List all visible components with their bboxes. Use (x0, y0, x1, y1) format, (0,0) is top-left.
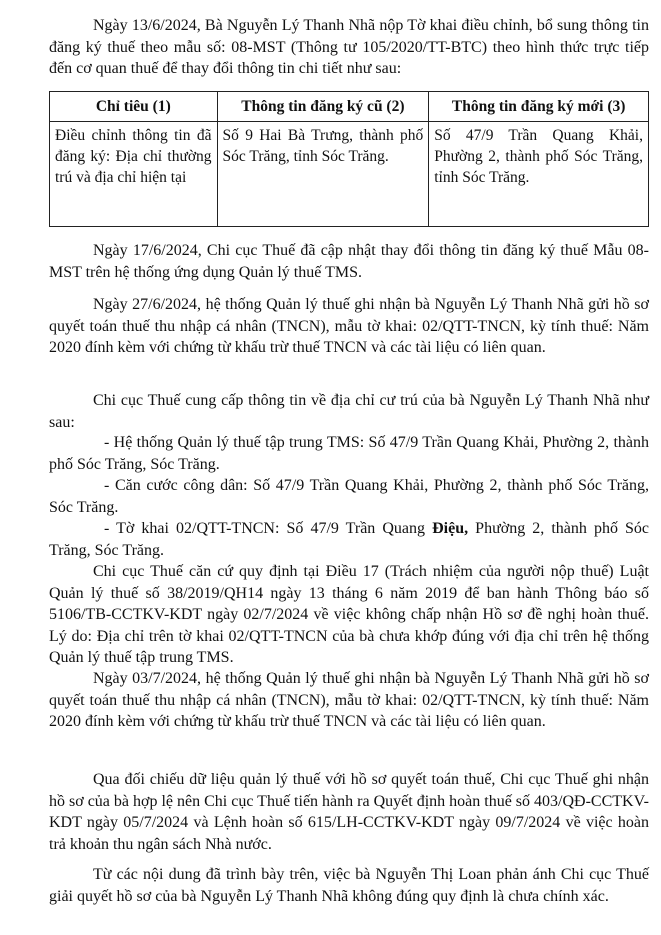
registration-change-table (49, 91, 649, 227)
bullet-declaration-text-pre: - Tờ khai 02/QTT-TNCN: Số 47/9 Trần Quang (104, 520, 433, 537)
header-old-info: Thông tin đăng ký cũ (2) (217, 92, 429, 122)
paragraph-intro: Ngày 13/6/2024, Bà Nguyễn Lý Thanh Nhã nộp Tờ khai điều chỉnh, bổ sung thông tin đăng ký thuế theo mẫu số: 08-MST (Thông tư 105/2020/TT-BTC) theo hình thức trực tiếp đến cơ quan thuế để thay đổi thông tin chi tiết như sau: (49, 17, 649, 77)
paragraph-conclusion: Từ các nội dung đã trình bày trên, việc bà Nguyễn Thị Loan phản ánh Chi cục Thuế giải quyết hồ sơ của bà Nguyễn Lý Thanh Nhã không đúng quy định là chưa chính xác. (49, 866, 649, 905)
paragraph-submission-1: Ngày 27/6/2024, hệ thống Quản lý thuế ghi nhận bà Nguyễn Lý Thanh Nhã gửi hồ sơ quyết toán thuế thu nhập cá nhân (TNCN), mẫu tờ khai: 02/QTT-TNCN, kỳ tính thuế: Năm 2020 đính kèm với chứng từ khấu trừ thuế TNCN và các tài liệu có liên quan. (49, 296, 649, 356)
paragraph-refund-decision: Qua đối chiếu dữ liệu quản lý thuế với hồ sơ quyết toán thuế, Chi cục Thuế ghi nhận hồ sơ của bà hợp lệ nên Chi cục Thuế tiến hành ra Quyết định hoàn thuế số 403/QĐ-CCTKV-KDT ngày 05/7/2024 và Lệnh hoàn số 615/LH-CCTKV-KDT ngày 09/7/2024 về việc hoàn trả khoản thu ngân sách Nhà nước. (49, 771, 649, 853)
header-new-info: Thông tin đăng ký mới (3) (429, 92, 649, 122)
table-row (50, 122, 649, 227)
bullet-declaration-address (49, 518, 649, 561)
paragraph-submission-2: Ngày 03/7/2024, hệ thống Quản lý thuế ghi nhận bà Nguyễn Lý Thanh Nhã gửi hồ sơ quyết toán thuế thu nhập cá nhân (TNCN), mẫu tờ khai: 02/QTT-TNCN, kỳ tính thuế: Năm 2020 đính kèm với chứng từ khấu trừ thuế TNCN và các tài liệu có liên quan. (49, 670, 649, 730)
paragraph-update: Ngày 17/6/2024, Chi cục Thuế đã cập nhật thay đổi thông tin đăng ký thuế Mẫu 08-MST trên hệ thống ứng dụng Quản lý thuế TMS. (49, 242, 649, 281)
cell-new-info: Số 47/9 Trần Quang Khải, Phường 2, thành phố Sóc Trăng, tỉnh Sóc Trăng. (429, 122, 649, 227)
bullet-tms-address: - Hệ thống Quản lý thuế tập trung TMS: Số 47/9 Trần Quang Khải, Phường 2, thành phố Sóc Trăng, Sóc Trăng. (49, 434, 649, 473)
paragraph-address-intro: Chi cục Thuế cung cấp thông tin về địa chỉ cư trú của bà Nguyễn Lý Thanh Nhã như sau: (49, 392, 649, 431)
cell-criteria: Điều chỉnh thông tin đã đăng ký: Địa chỉ thường trú và địa chỉ hiện tại (50, 122, 218, 227)
bullet-declaration-text-highlight: Điệu, (432, 520, 469, 537)
table-header-row (50, 92, 649, 122)
cell-old-info: Số 9 Hai Bà Trưng, thành phố Sóc Trăng, tỉnh Sóc Trăng. (217, 122, 429, 227)
bullet-declaration-text-post: Phường 2, thành phố Sóc Trăng, Sóc Trăng. (49, 520, 650, 559)
bullet-id-card-address: - Căn cước công dân: Số 47/9 Trần Quang Khải, Phường 2, thành phố Sóc Trăng, Sóc Trăng. (49, 477, 649, 516)
header-criteria: Chỉ tiêu (1) (50, 92, 218, 122)
paragraph-rejection-notice: Chi cục Thuế căn cứ quy định tại Điều 17 (Trách nhiệm của người nộp thuế) Luật Quản lý thuế số 38/2019/QH14 ngày 13 tháng 6 năm 2019 để ban hành Thông báo số 5106/TB-CCTKV-KDT ngày 02/7/2024 về việc không chấp nhận Hồ sơ đề nghị hoàn thuế. Lý do: Địa chỉ trên tờ khai 02/QTT-TNCN của bà chưa khớp đúng với địa chỉ trên hệ thống Quản lý thuế tập trung TMS. (49, 563, 649, 666)
